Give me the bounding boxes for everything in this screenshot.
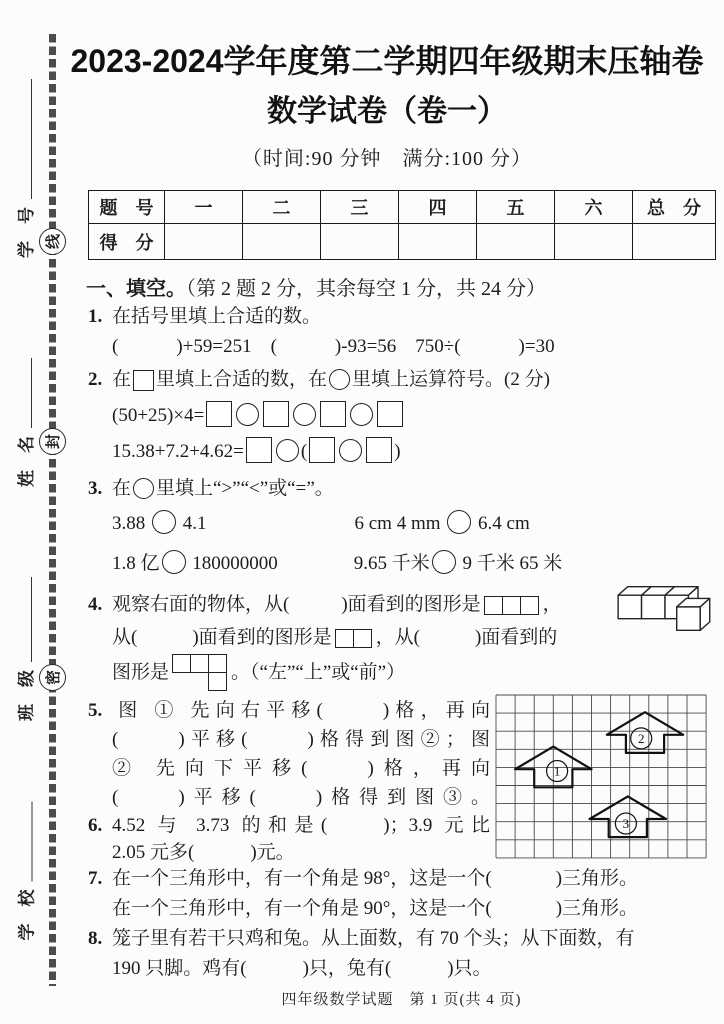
question-text: 在一个三角形中，有一个角是 98°，这是一个( )三角形。 [112, 868, 639, 889]
grid-lines [496, 695, 706, 858]
question-line [88, 894, 718, 924]
score-header-cell: 三 [321, 191, 399, 224]
cube-front-face [618, 595, 641, 618]
score-table [88, 190, 716, 260]
operator-circle [276, 439, 299, 462]
question-text: 笼子里有若干只鸡和兔。从上面数，有 70 个头；从下面数，有 [112, 928, 635, 949]
question-line [88, 924, 718, 954]
question-line [88, 434, 718, 470]
question-text: 2.05 元多( )元。 [112, 842, 295, 863]
question-line [88, 332, 718, 362]
field-label: 姓 名 [16, 436, 36, 487]
score-cell [321, 224, 399, 260]
answer-box [309, 437, 335, 463]
score-cell [165, 224, 243, 260]
question-number: 2. [88, 369, 103, 390]
question-line [88, 362, 718, 398]
question-text: 3.88 4.1 6 cm 4 mm 6.4 cm [112, 513, 530, 534]
translation-grid-figure [495, 694, 707, 859]
page-footer: 四年级数学试题 第 1 页(共 4 页) [281, 992, 522, 1008]
question-3 [88, 474, 718, 584]
paper-subject-title: 数学试卷（卷一） [267, 95, 507, 128]
question-text: 4.52 与 3.73 的和是( )；3.9 元比 [112, 815, 491, 836]
question-2 [88, 362, 718, 470]
operator-circle [293, 403, 316, 426]
operator-circle [350, 403, 373, 426]
operator-circle [236, 403, 259, 426]
question-line [88, 398, 718, 434]
answer-shape [335, 629, 373, 649]
question-line [88, 839, 490, 866]
question-text: 在一个三角形中，有一个角是 90°，这是一个( )三角形。 [112, 898, 639, 919]
score-cell [243, 224, 321, 260]
score-header-cell: 题 号 [89, 191, 165, 224]
score-cell [477, 224, 555, 260]
question-line [88, 544, 718, 584]
question-8 [88, 924, 718, 984]
answer-box [133, 370, 154, 391]
exam-title: 2023-2024学年度第二学期四年级期末压轴卷 [70, 43, 704, 79]
question-number: 8. [88, 928, 103, 949]
score-cell [555, 224, 633, 260]
question-text: (50+25)×4= [112, 405, 405, 426]
question-7 [88, 864, 718, 924]
question-line [88, 864, 718, 894]
cube-front-face [677, 607, 700, 630]
question-text: 190 只脚。鸡有( )只，兔有( )只。 [112, 958, 492, 979]
seal-stamp-line: 线 [39, 228, 66, 255]
sidebar-field-student-number [11, 48, 37, 258]
answer-box [320, 401, 346, 427]
sidebar-field-name [11, 337, 37, 487]
question-text: 1.8 亿 180000000 9.65 千米 9 千米 65 米 [112, 553, 562, 574]
question-line [88, 302, 718, 332]
question-line [88, 783, 490, 812]
operator-circle [432, 550, 456, 574]
question-line [88, 504, 718, 544]
operator-circle [152, 510, 176, 534]
question-6 [88, 812, 490, 866]
time-score-info: （时间:90 分钟 满分:100 分） [241, 148, 533, 170]
question-text: 图 ① 先向右平移( )格，再向 [112, 700, 490, 721]
section-title: 一、填空。 [86, 278, 186, 300]
operator-circle [329, 369, 350, 390]
score-header-cell: 五 [477, 191, 555, 224]
question-line [88, 725, 490, 754]
blank-line [17, 802, 32, 882]
score-header-cell: 四 [399, 191, 477, 224]
question-text: 观察右面的物体，从( )面看到的图形是 ， [112, 594, 562, 615]
svg-text:2: 2 [637, 731, 645, 746]
question-text: ( )+59=251 ( )-93=56 750÷( )=30 [112, 336, 555, 357]
house-shape-2 [607, 712, 683, 753]
score-header-cell: 一 [165, 191, 243, 224]
section-note: （第 2 题 2 分，其余每空 1 分，共 24 分） [186, 278, 546, 300]
field-label: 班 级 [16, 670, 36, 721]
question-text: 在 里填上“>”“<”或“=”。 [112, 478, 334, 499]
question-text: 从( )面看到的图形是 ，从( )面看到的 [112, 627, 558, 648]
operator-circle [339, 439, 362, 462]
question-line [88, 954, 718, 984]
question-line [88, 812, 490, 839]
svg-text:1: 1 [553, 763, 561, 779]
question-number: 3. [88, 478, 103, 499]
question-5 [88, 696, 490, 812]
operator-circle [133, 478, 154, 499]
cube-front-face [642, 595, 665, 618]
svg-text:3: 3 [622, 816, 630, 832]
seal-dashed-line [49, 34, 56, 986]
operator-circle [162, 550, 186, 574]
seal-stamp-feng: 封 [39, 428, 66, 455]
question-number: 5. [88, 700, 103, 721]
field-label: 学 校 [17, 889, 36, 941]
answer-shape [172, 654, 228, 692]
question-text: ② 先向下平移( )格，再向 [112, 758, 491, 779]
answer-box [366, 437, 392, 463]
seal-stamp-mi: 密 [39, 664, 66, 691]
answer-box [206, 401, 232, 427]
question-text: ( )平移( )格得到图③。 [112, 787, 491, 808]
question-text: ( )平移( )格得到图②；图 [112, 729, 491, 750]
answer-box [377, 401, 403, 427]
question-number: 1. [88, 306, 103, 327]
score-header-cell: 总 分 [633, 191, 716, 224]
score-header-cell: 六 [555, 191, 633, 224]
question-text: 15.38+7.2+4.62= ( ) [112, 441, 401, 462]
score-cell [399, 224, 477, 260]
blank-line [17, 79, 32, 199]
answer-shape [484, 596, 540, 616]
question-number: 7. [88, 868, 103, 889]
answer-box [246, 437, 272, 463]
field-label: 学 号 [16, 207, 36, 258]
section-heading [86, 272, 546, 301]
blank-line [17, 577, 32, 662]
question-line [88, 474, 718, 504]
question-number: 4. [88, 594, 103, 615]
cube-stack-figure [616, 582, 714, 634]
score-row-label: 得 分 [89, 224, 165, 260]
question-text: 图形是 。（“左”“上”或“前”） [112, 662, 405, 683]
question-number: 6. [88, 815, 103, 836]
operator-circle [447, 510, 471, 534]
question-line [88, 754, 490, 783]
question-text: 在括号里填上合适的数。 [112, 306, 322, 327]
question-text: 在 里填上合适的数，在 里填上运算符号。(2 分) [112, 369, 550, 390]
sidebar-field-school [12, 776, 38, 941]
question-1 [88, 302, 718, 362]
answer-box [263, 401, 289, 427]
score-header-cell: 二 [243, 191, 321, 224]
question-line [88, 696, 490, 725]
score-cell [633, 224, 716, 260]
sidebar-field-class [11, 551, 37, 721]
blank-line [17, 358, 32, 428]
